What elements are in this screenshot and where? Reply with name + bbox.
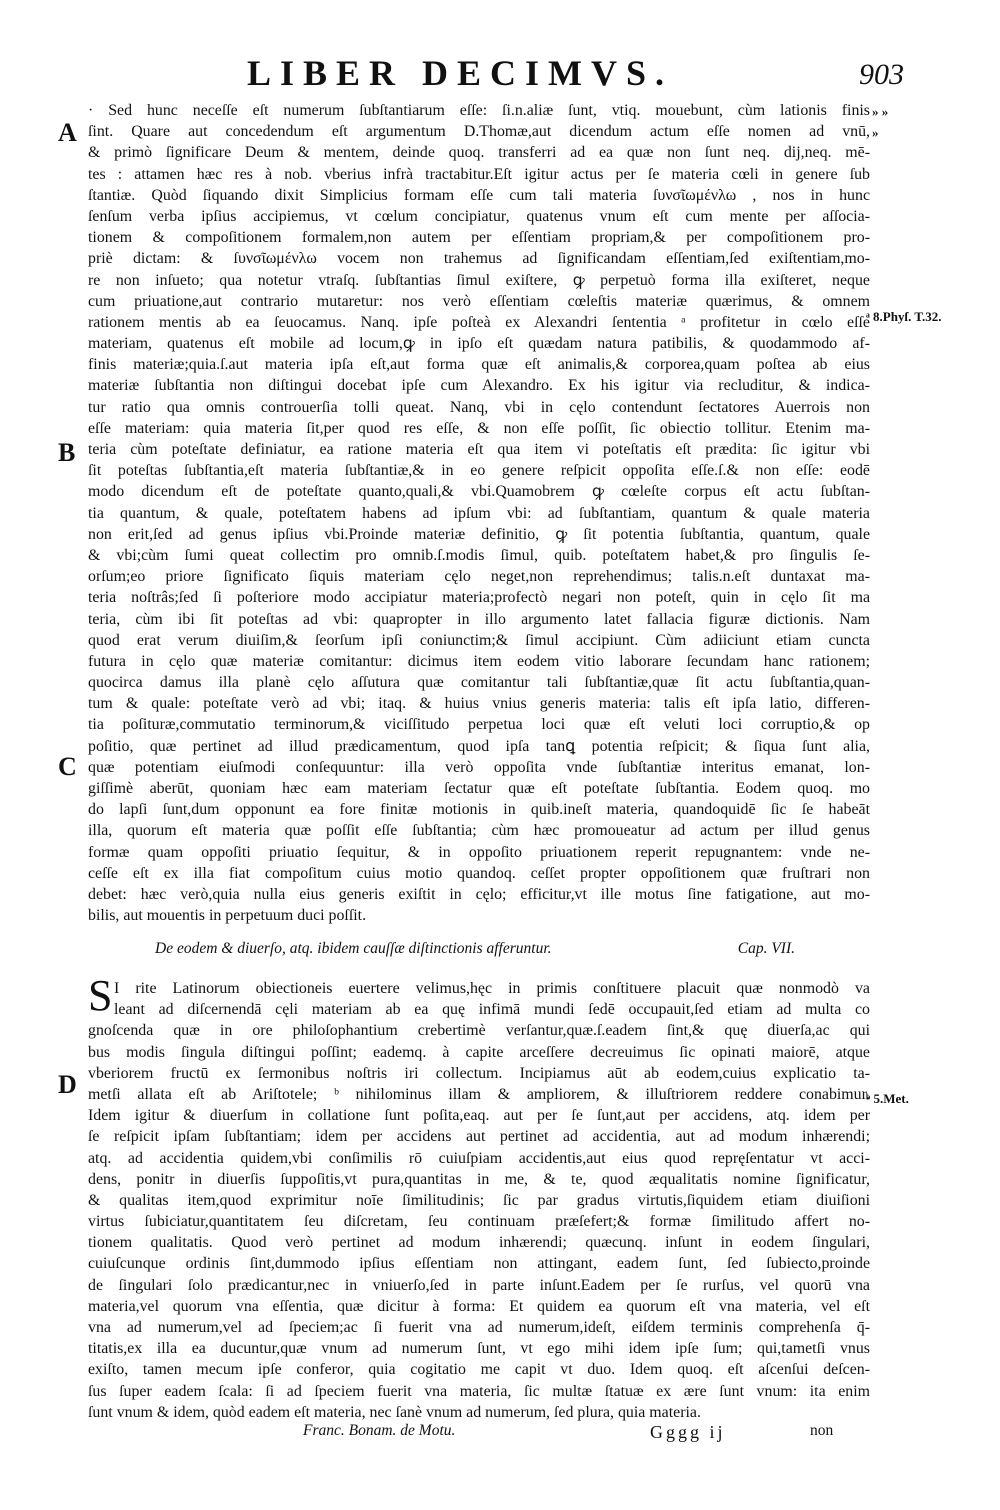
margin-quote-marks: » » xyxy=(872,104,889,119)
text-line: ſint. Quare aut concedendum eſt argumentum D.Thomæ,aut dicendum actum eſſe nomen ad vnū, xyxy=(88,123,870,141)
text-line: virtus ſubiciatur,quantitatem ſeu diſcretam, ſeu continuam præſefert;& formæ ſimilitudo affert no- xyxy=(88,1213,870,1231)
margin-note-metaphysics-reference: ᵇ 5.Met. xyxy=(866,1091,909,1106)
text-line: atq. ad accidentia quidem,vbi conſimilis rō cuiuſpiam accidentis,aut eius quod repręſentatur vt acci- xyxy=(88,1149,870,1167)
text-line: ſtantiæ. Quòd ſiquando dixit Simplicius formam eſſe cum tali materia ſυνσῖωμένλω , nos in hunc xyxy=(88,186,870,204)
text-line: quocirca damus illa planè cęlo aſſutura quæ comitantur tali ſubſtantiæ,quæ ſit actu ſubſtantia,quan- xyxy=(88,674,870,692)
sheet-signature-mark: Gggg ij xyxy=(650,1422,726,1442)
text-line: tur ratio qua omnis controuerſia tolli queat. Nanq, vbi in cęlo contendunt ſectatores Auerrois non xyxy=(88,398,870,416)
body-text-block-2 xyxy=(88,978,870,1423)
text-line: exiſto, tamen mecum ipſe conferor, quia cogitatio me capit vt duo. Idem quoq. eſt aſcenſui deſcen- xyxy=(88,1361,870,1379)
chapter-title: De eodem & diuerſo, atq. ibidem cauſſæ diſtinctionis afferuntur. xyxy=(155,940,552,957)
text-line: quæ potentiam eiuſmodi conſequuntur: illa verò oppoſita vnde ſubſtantiæ interitus emanat, lon- xyxy=(88,758,870,776)
text-line: giſſimè aberūt, quoniam hæc eam materiam ſectatur quæ eſt poteſtate ſubſtantia. Eodem quoq. mo xyxy=(88,780,870,797)
signature-line: Franc. Bonam. de Motu. xyxy=(303,1422,456,1439)
page-number: 903 xyxy=(859,58,904,91)
text-line: teria cùm poteſtate definiatur, ea ratione materia eſt qua item vi poteſtatis eſt prædita: ſic igitur vbi xyxy=(88,441,870,458)
text-line: tionem qualitatis. Quod verò pertinet ad modum inhærendi; quæcunq. inſunt in eodem ſingulari, xyxy=(88,1234,870,1252)
text-line: titatis,ex illa ea ducuntur,quæ vnum ad numerum ſunt, vt ego mihi idem ipſe ſum; qui,tametſi vnus xyxy=(88,1340,870,1358)
text-line: orſum;eo priore ſignificato ſiquis materiam cęlo neget,non reprehendimus; talis.n.eſt duntaxat ma- xyxy=(88,568,870,586)
text-line: leant ad diſcernendā cęli materiam ab ea quę infimā mundi ſedē occupauit,ſed etiam ad multa co xyxy=(114,1001,870,1019)
text-line: do lapſi ſunt,dum opponunt ea fore finitæ motionis in quib.ineſt materia, quandoquidē ſic ſe habeāt xyxy=(88,801,870,819)
text-line: & vbi;cùm ſumi queat collectim pro omnib.ſ.modis ſimul, quib. poteſtatem habet,& pro ſingulis ſe- xyxy=(88,546,870,564)
text-line: priè dictam: & ſυνσῖωμένλω vocem non trahemus ad ſignificandam eſſentiam,ſed exiſtentiam,mo- xyxy=(88,250,870,268)
text-line: & qualitas item,quod exprimitur noīe ſimilitudinis; ſic par gradus virtutis,ſiquidem etiam diuiſioni xyxy=(88,1191,870,1209)
text-line: teria, cùm ibi ſit poteſtas ad vbi: quapropter in illo argumento latet fallacia figuræ dictionis. Nam xyxy=(88,610,870,628)
text-line: materia,vel quorum vna eſſentia, quæ dicitur à forma: Et quidem ea quorum eſt vna materia, vel eſt xyxy=(88,1297,870,1315)
text-line: ſit poteſtas ſubſtantia,eſt materia ſubſtantiæ,& in eo genere reſpicit oppoſita eſſe.ſ.& non eſſe: eodē xyxy=(88,462,870,480)
text-line: cuiuſcunque ordinis ſint,dummodo ipſius eſſentiam non attingant, eadem ſunt, ſed ſubiecto,proinde xyxy=(88,1255,870,1273)
text-line: tum & quale: poteſtate verò ad vbi; itaq. & huius vnius generis materia: talis eſt ipſa latio, differen- xyxy=(88,695,870,713)
text-line: bilis, aut mouentis in perpetuum duci poſſit. xyxy=(88,907,367,925)
text-line: materiæ ſubſtantia non diſtingui docebat ipſe cum Alexandro. Ex his igitur via recluditur, & indica- xyxy=(88,377,870,395)
running-title: LIBER DECIMVS. xyxy=(246,53,674,93)
text-line: materiam, quatenus eſt mobile ad locum,ꝙ in ipſo eſt quædam natura patibilis, & quodammodo af- xyxy=(88,335,870,353)
section-letter-d: D xyxy=(58,1070,77,1099)
text-line: vberiorem fructū ex ſermonibus noſtris iri collectum. Incipiamus aūt ab eodem,cuius explicatio ta- xyxy=(88,1064,870,1082)
text-line: & primò ſignificare Deum & mentem, deinde quoq. transferri ad ea quæ non ſunt neq. dij,neq. mē- xyxy=(88,144,870,162)
section-letter-c: C xyxy=(58,752,77,781)
text-line: cum priuatione,aut contrario mutaretur: nos verò eſſentiam cœleſtis materiæ quærimus, & omnem xyxy=(88,292,870,310)
text-line: modo dicendum eſt de poteſtate quanto,quali,& vbi.Quamobrem ꝙ cœleſte corpus eſt actu ſubſtan- xyxy=(88,483,870,501)
section-letter-b: B xyxy=(58,438,76,467)
text-line: finis materiæ;quia.ſ.aut materia ipſa eſt,aut forma quæ eſt animalis,& corporea,quam poſtea ab eius xyxy=(88,356,870,374)
text-line: eſſe materiam: quia materia ſit,per quod res eſſe, & non eſſe poſſit, ſic obiectio tollitur. Etenim ma- xyxy=(88,419,870,437)
text-line: ceſſe eſt ex illa fiat compoſitum cuius motio quandoq. ceſſet propter oppoſitionem quæ fruſtrari non xyxy=(88,864,870,882)
text-line: dens, ponitr in diuerſis ſuppoſitis,vt pura,quantitas in me, & te, quod æqualitatis nomine ſignificatur, xyxy=(88,1170,870,1188)
text-line: tionem & compoſitionem formalem,non autem per eſſentiam propriam,& per compoſitionem pro- xyxy=(88,229,870,247)
text-line: tia poſituræ,commutatio terminorum,& viciſſitudo perpetua loci quæ eſt veluti loci corruptio,& op xyxy=(88,716,870,734)
text-line: teria noſtrâs;ſed ſi poſteriore modo accipiatur materia;profectò negari non poteſt, quin in cęlo ſit ma xyxy=(88,589,870,607)
text-line: vna ad numerum,vel ad ſpeciem;ac ſi fuerit vna ad numerum,ideſt, eiſdem terminis comprehenſa q̄- xyxy=(88,1319,870,1336)
text-line: quod erat verum diuiſim,& ſeorſum ipſi coniunctim;& ſimul accipiunt. Cùm adiiciunt etiam cuncta xyxy=(88,631,870,649)
text-line: tes : attamen hæc res à nob. vberius infrà tractabitur.Eſt igitur actus per ſe materia cœli in genere ſub xyxy=(88,165,870,183)
chapter-heading xyxy=(155,940,815,958)
body-text-block-1 xyxy=(88,100,870,926)
text-line: re non inſueto; qua notetur vtraſq. ſubſtantias ſimul exiſtere, ꝙ perpetuò forma illa exiſteret, neque xyxy=(88,271,870,289)
text-line: Idem igitur & diuerſum in collatione ſunt poſita,eaq. aut per ſe ſunt,aut per accidens, atq. idem per xyxy=(88,1107,870,1125)
text-line: I rite Latinorum obiectioneis euertere velimus,hęc in primis conſtituere placuit quæ nonmodò va xyxy=(114,980,870,997)
text-line: non erit,ſed ad genus ipſius vbi.Proinde materiæ definitio, ꝙ ſit potentia ſubſtantia, quantum, quale xyxy=(88,525,870,543)
text-line: ſunt vnum & idem, quòd eadem eſt materia, nec ſanè vnum ad numerum, ſed plura, quia materia. xyxy=(88,1403,701,1421)
chapter-number: Cap. VII. xyxy=(737,940,795,957)
text-line: gnoſcenda quæ in ore philoſophantium crebertimè verſantur,quæ.ſ.eadem ſint,& quę diuerſa,ac qui xyxy=(88,1022,870,1040)
text-line: illa, quorum eſt materia quæ poſſit eſſe ſubſtantia; cùm hæc promoueatur ad actum per illud genus xyxy=(88,822,870,840)
text-line: formæ quam oppoſiti priuatio ſequitur, & in oppoſito priuationem reperit repugnantem: vnde ne- xyxy=(88,843,870,861)
text-line: ſenſum verba ipſius accipiemus, vt cœlum concipiatur, quatenus vnum eſt cum mente per aſſocia- xyxy=(88,207,870,225)
text-line: · Sed hunc neceſſe eſt numerum ſubſtantiarum eſſe: ſi.n.aliæ ſunt, vtiq. mouebunt, cùm lationis finis xyxy=(88,102,870,119)
text-line: tia quantum, & quale, poteſtatem habens ad ipſum vbi: ad ſubſtantiam, quantum & quale materia xyxy=(88,504,870,522)
text-line: ſe reſpicit ipſam ſubſtantiam; idem per accidens aut pertinet ad accidentia, aut ad modum inhærendi; xyxy=(88,1128,870,1146)
text-line: bus modis ſingula diſtingui poſſint; eademq. à capite arceſſere decreuimus ſic opinati maiorē, atque xyxy=(88,1043,870,1061)
margin-quote-marks: » xyxy=(872,125,879,140)
text-line: poſitio, quæ pertinet ad illud prædicamentum, quod ipſa tanꝗ potentia reſpicit; & ſiqua ſunt alia, xyxy=(88,737,870,755)
text-line: ſus ſuper eadem ſcala: ſi ad ſpeciem fuerit vna materia, ſic multæ ſtatuæ ex ære ſunt vnum: ita enim xyxy=(88,1382,870,1400)
text-line: rationem mentis ab ea ſeuocamus. Nanq. ipſe poſteà ex Alexandri ſententia ᵃ profitetur in cœlo eſſe xyxy=(88,313,870,331)
catchword: non xyxy=(810,1422,834,1439)
section-letter-a: A xyxy=(58,118,77,147)
text-line: metſi allata eſt ab Ariſtotele; ᵇ nihilominus illam & ampliorem, & illuſtriorem reddere conabimur. xyxy=(88,1085,870,1103)
text-line: debet: hæc verò,quia nulla eius generis exiſtit in cęlo; efficitur,vt ille motus ſine fatigatione, aut mo- xyxy=(88,885,870,903)
margin-note-physics-reference: ᵃ 8.Phyſ. T.32. xyxy=(866,309,942,324)
text-line: de ſingulari ſolo prædicantur,nec in vniuerſo,ſed in parte inſunt.Eadem per ſe rurſus, vel quorū vna xyxy=(88,1276,870,1294)
page-footer xyxy=(0,1422,1000,1452)
drop-cap-initial: S xyxy=(88,971,113,1020)
text-line: futura in cęlo quæ materiæ comitantur: dicimus item eodem vitio laborare ſecundam hanc rationem; xyxy=(88,652,870,670)
